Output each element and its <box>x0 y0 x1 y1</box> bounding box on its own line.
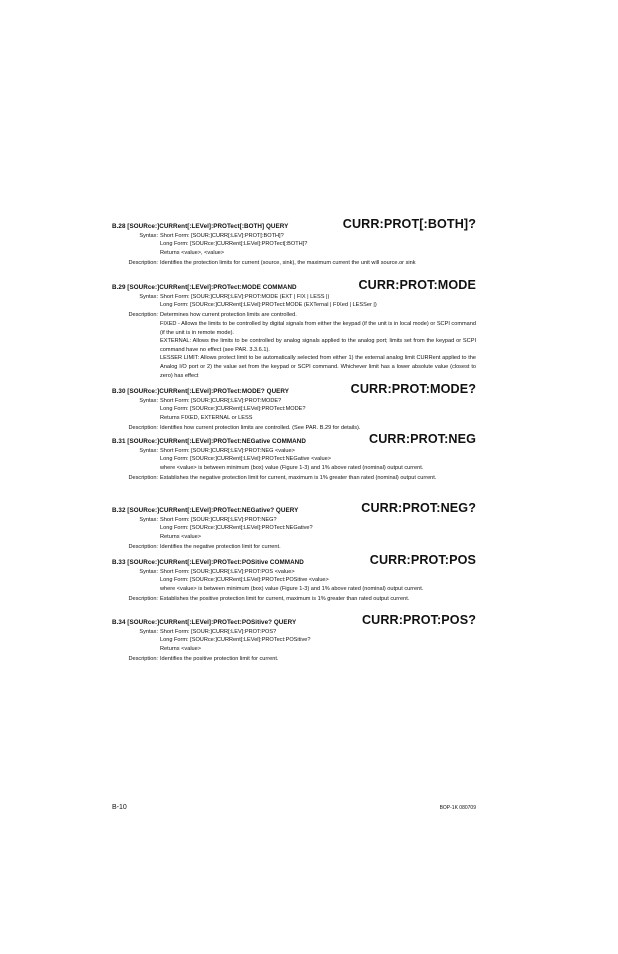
command-mnemonic: CURR:PROT:NEG? <box>361 501 476 515</box>
text-line: Short Form: [SOUR:]CURR[:LEV]:PROT:POS? <box>160 628 277 635</box>
row-label: Description: <box>128 312 158 319</box>
row-text <box>160 595 476 604</box>
row-label: Syntax: <box>139 568 158 575</box>
section-b34 <box>112 614 476 664</box>
text-line: Long Form: [SOURce:]CURRent[:LEVel]:PROTect:NEGative? <box>160 525 313 532</box>
section-title: B.32 [SOURce:]CURRent[:LEVel]:PROTect:NEGative? QUERY <box>112 507 299 514</box>
section-b29 <box>112 279 476 380</box>
row-label: Description: <box>128 595 158 602</box>
section-header <box>112 218 476 230</box>
description-row <box>112 543 476 552</box>
section-b31 <box>112 433 476 483</box>
row-label: Description: <box>128 424 158 431</box>
text-line: LESSER LIMIT: Allows protect limit to be automatically selected from either 1) the external analog limit CURRent applied to the Analog I/O port or 2) the value set from the keypad or SCPI command. Whichever limit has a lower absolute value (closest to zero) has effect <box>160 355 476 379</box>
section-title: B.33 [SOURce:]CURRent[:LEVel]:PROTect:POSitive COMMAND <box>112 559 304 566</box>
text-line: Identifies how current protection limits are controlled. (See PAR. B.29 for details). <box>160 424 361 431</box>
row-label: Syntax: <box>139 232 158 239</box>
syntax-row <box>112 628 476 654</box>
row-label: Syntax: <box>139 516 158 523</box>
section-header <box>112 383 476 395</box>
row-text <box>160 397 476 423</box>
syntax-row <box>112 293 476 310</box>
text-line: Short Form: [SOUR:]CURR[:LEV]:PROT:MODE (EXT | FIX | LESS |) <box>160 293 330 300</box>
syntax-row <box>112 232 476 258</box>
syntax-row <box>112 568 476 594</box>
row-text <box>160 543 476 552</box>
text-line: Long Form: [SOURce:]CURRent[:LEVel]:PROTect:POSitive <value> <box>160 577 329 584</box>
text-line: Short Form: [SOUR:]CURR[:LEV]:PROT:NEG? <box>160 516 277 523</box>
text-line: Returns <value> <box>160 645 202 652</box>
row-label: Syntax: <box>139 293 158 300</box>
row-label: Syntax: <box>139 447 158 454</box>
section-title: B.29 [SOURce:]CURRent[:LEVel]:PROTect:MODE COMMAND <box>112 284 297 291</box>
syntax-row <box>112 516 476 542</box>
syntax-row <box>112 447 476 473</box>
text-line: Long Form: [SOURce:]CURRent[:LEVel]:PROTect[:BOTH]? <box>160 241 308 248</box>
row-text <box>160 568 476 594</box>
row-label: Description: <box>128 543 158 550</box>
command-mnemonic: CURR:PROT:MODE <box>358 278 476 292</box>
row-text <box>160 655 476 664</box>
section-b32 <box>112 502 476 552</box>
description-row <box>112 595 476 604</box>
description-row <box>112 311 476 380</box>
section-title: B.28 [SOURce:]CURRent[:LEVel]:PROTect[:BOTH] QUERY <box>112 223 289 230</box>
row-text <box>160 447 476 473</box>
document-id: BOP-1K 080709 <box>439 805 476 811</box>
row-text <box>160 232 476 258</box>
command-mnemonic: CURR:PROT:NEG <box>369 432 476 446</box>
page-number: B-10 <box>112 804 127 811</box>
text-line: Establishes the positive protection limit for current, maximum is 1% greater than rated output current. <box>160 595 410 602</box>
text-line: Long Form: [SOURce:]CURRent[:LEVel]:PROTect:MODE (EXTernal | FIXed | LESSer |) <box>160 302 377 309</box>
section-header <box>112 433 476 445</box>
section-title: B.31 [SOURce:]CURRent[:LEVel]:PROTect:NEGative COMMAND <box>112 438 306 445</box>
text-line: EXTERNAL: Allows the limits to be controlled by analog signals applied to the analog port; limits set from the keypad or SCPI command have no effect (see PAR. 3.3.6.1). <box>160 338 476 353</box>
section-b30 <box>112 383 476 433</box>
description-row <box>112 259 476 268</box>
description-row <box>112 474 476 483</box>
section-header <box>112 554 476 566</box>
section-title: B.30 [SOURce:]CURRent[:LEVel]:PROTect:MODE? QUERY <box>112 388 290 395</box>
row-label: Syntax: <box>139 628 158 635</box>
text-line: Returns <value>, <value> <box>160 249 225 256</box>
text-line: Returns FIXED, EXTERNAL or LESS <box>160 414 253 421</box>
row-label: Syntax: <box>139 397 158 404</box>
section-b33 <box>112 554 476 604</box>
section-header <box>112 279 476 291</box>
text-line: where <value> is between minimum (box) value (Figure 1-3) and 1% above rated (nominal) output current. <box>160 464 424 471</box>
syntax-row <box>112 397 476 423</box>
text-line: Short Form: [SOUR:]CURR[:LEV]:PROT[:BOTH]? <box>160 232 284 239</box>
section-b28 <box>112 218 476 268</box>
command-mnemonic: CURR:PROT[:BOTH]? <box>342 217 476 231</box>
command-mnemonic: CURR:PROT:POS? <box>361 613 476 627</box>
text-line: Long Form: [SOURce:]CURRent[:LEVel]:PROTect:MODE? <box>160 406 306 413</box>
command-mnemonic: CURR:PROT:MODE? <box>350 382 476 396</box>
command-mnemonic: CURR:PROT:POS <box>369 553 476 567</box>
row-text <box>160 293 476 310</box>
row-text <box>160 259 476 268</box>
row-text <box>160 474 476 483</box>
row-label: Description: <box>128 474 158 481</box>
text-line: Long Form: [SOURce:]CURRent[:LEVel]:PROTect:NEGative <value> <box>160 456 331 463</box>
row-text <box>160 516 476 542</box>
row-text <box>160 311 476 380</box>
text-line: Identifies the protection limits for current (source, sink), the maximum current the unit will source.or sink <box>160 259 416 266</box>
description-row <box>112 655 476 664</box>
text-line: Long Form: [SOURce:]CURRent[:LEVel]:PROTect:POSitive? <box>160 637 311 644</box>
text-line: Determines how current protection limits are controlled. <box>160 312 297 319</box>
section-header <box>112 614 476 626</box>
text-line: Short Form: [SOUR:]CURR[:LEV]:PROT:NEG <value> <box>160 447 295 454</box>
section-title: B.34 [SOURce:]CURRent[:LEVel]:PROTect:POSitive? QUERY <box>112 619 297 626</box>
text-line: where <value> is between minimum (box) value (Figure 1-3) and 1% above rated (nominal) output current. <box>160 585 424 592</box>
row-text <box>160 628 476 654</box>
text-line: Short Form: [SOUR:]CURR[:LEV]:PROT:POS <value> <box>160 568 295 575</box>
text-line: Identifies the negative protection limit for current. <box>160 543 281 550</box>
section-header <box>112 502 476 514</box>
text-line: Identifies the positive protection limit for current. <box>160 655 279 662</box>
text-line: Short Form: [SOUR:]CURR[:LEV]:PROT:MODE? <box>160 397 282 404</box>
text-line: Returns <value> <box>160 533 202 540</box>
text-line: Establishes the negative protection limit for current, maximum is 1% greater than rated (nominal) output current. <box>160 474 437 481</box>
row-label: Description: <box>128 259 158 266</box>
row-label: Description: <box>128 655 158 662</box>
text-line: FIXED - Allows the limits to be controlled by digital signals from either the keypad (if the unit is in local mode) or SCPI command (if the unit is in remote mode). <box>160 320 476 336</box>
